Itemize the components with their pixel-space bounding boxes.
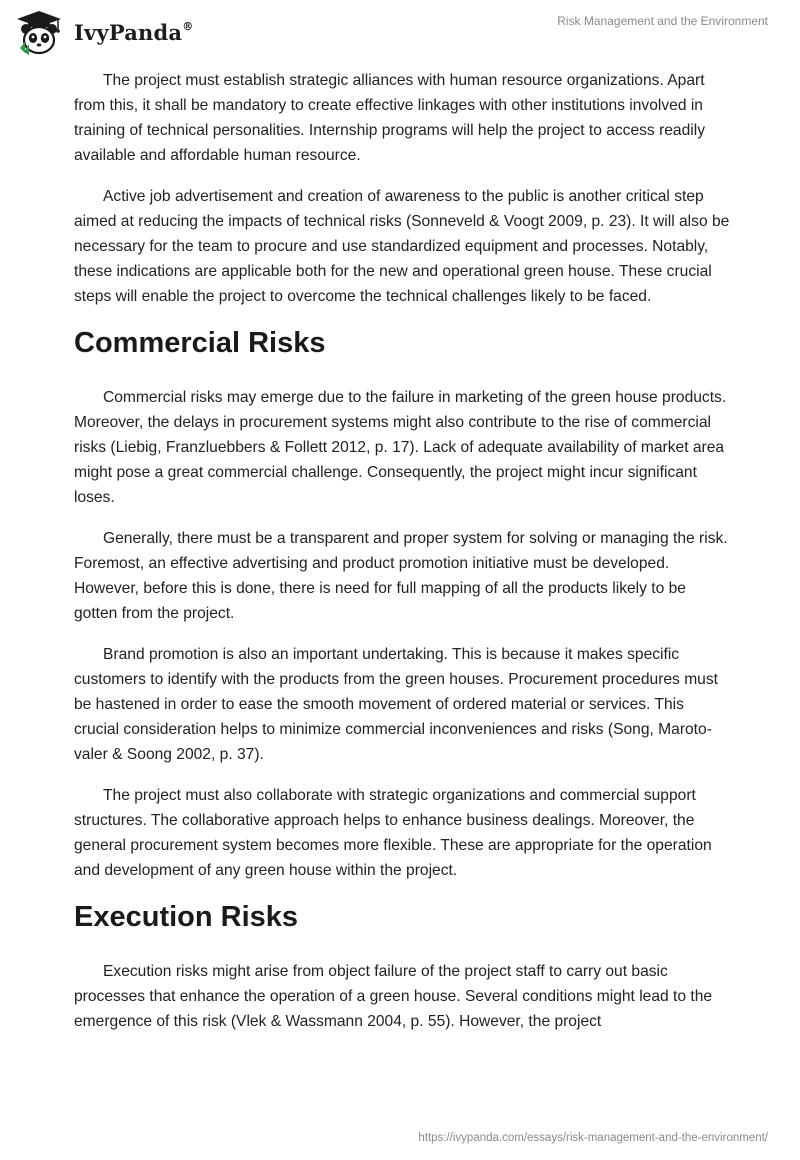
page-header xyxy=(0,0,800,60)
paragraph: The project must also collaborate with strategic organizations and commercial support structures. The collaborative approach helps to enhance business dealings. Moreover, the general procurement system becomes more flexible. These are appropriate for the operation and development of any green house within the project. xyxy=(74,787,712,879)
document-title: Risk Management and the Environment xyxy=(557,14,768,28)
source-url[interactable]: https://ivypanda.com/essays/risk-management-and-the-environment/ xyxy=(418,1132,768,1144)
paragraph: Brand promotion is also an important undertaking. This is because it makes specific customers to identify with the products from the green houses. Procurement procedures must be hastened in order to ease the smooth movement of ordered material or services. This crucial consideration helps to minimize commercial inconveniences and risks (Song, Maroto-valer & Soong 2002, p. 37). xyxy=(74,646,718,763)
brand-name: IvyPanda® xyxy=(74,19,194,45)
paragraph: Generally, there must be a transparent and proper system for solving or managing the risk. Foremost, an effective advertising and product promotion initiative must be developed. However, before this is done, there is need for full mapping of all the products likely to be gotten from the project. xyxy=(74,530,728,622)
section-heading-commercial-risks: Commercial Risks xyxy=(74,327,326,359)
section-heading-execution-risks: Execution Risks xyxy=(74,901,299,933)
panda-graduate-icon xyxy=(14,8,64,58)
essay-body xyxy=(74,68,730,1050)
paragraph: Commercial risks may emerge due to the failure in marketing of the green house products. Moreover, the delays in procurement systems might also contribute to the rise of commercial risks (Liebig, Franzluebbers & Follett 2012, p. 17). Lack of adequate availability of market area might pose a great commercial challenge. Consequently, the project might incur significant loses. xyxy=(74,389,727,506)
brand-logo[interactable] xyxy=(14,8,193,58)
paragraph: The project must establish strategic alliances with human resource organizations. Apart from this, it shall be mandatory to create effective linkages with other institutions involved in training of technical personalities. Internship programs will help the project to access readily available and affordable human resource. xyxy=(74,72,705,164)
paragraph: Active job advertisement and creation of awareness to the public is another critical step aimed at reducing the impacts of technical risks (Sonneveld & Voogt 2009, p. 23). It will also be necessary for the team to procure and use standardized equipment and processes. Notably, these indications are applicable both for the new and operational green house. These crucial steps will enable the project to overcome the technical challenges likely to be faced. xyxy=(74,188,730,305)
paragraph: Execution risks might arise from object failure of the project staff to carry out basic processes that enhance the operation of a green house. Several conditions might lead to the emergence of this risk (Vlek & Wassmann 2004, p. 55). However, the project xyxy=(74,963,713,1030)
